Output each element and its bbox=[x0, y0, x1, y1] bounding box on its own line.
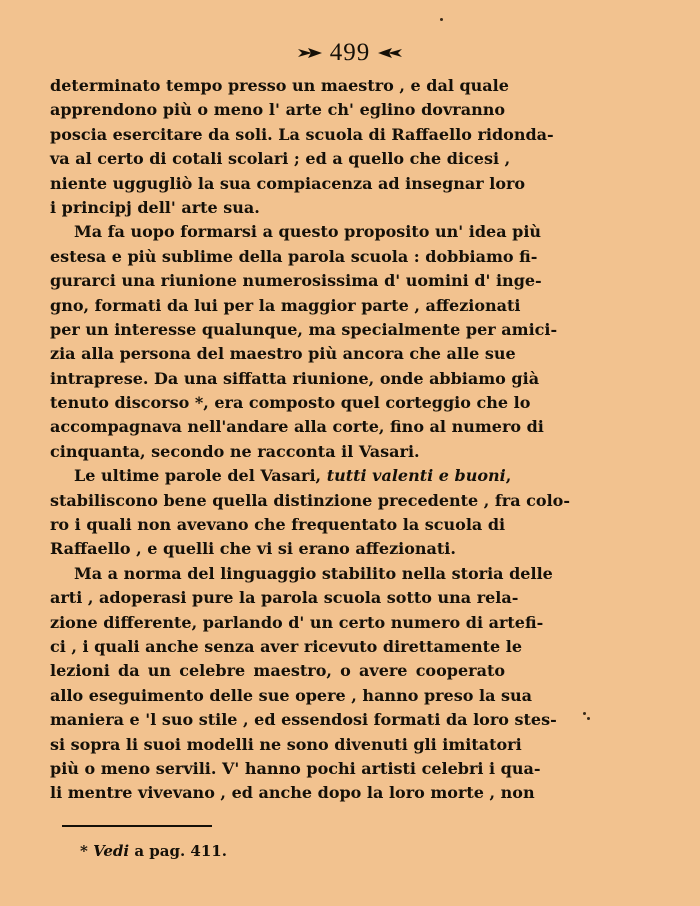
page-header bbox=[0, 38, 700, 67]
quote-punctuation: , bbox=[505, 466, 512, 486]
text-line: gno, formati da lui per la maggior parte , affezionati bbox=[50, 295, 521, 315]
text-line: estesa e più sublime della parola scuola : dobbiamo fi- bbox=[50, 246, 538, 266]
text-line: intraprese. Da una siffatta riunione, onde abbiamo già bbox=[50, 368, 540, 388]
text-line: va al certo di cotali scolari ; ed a quello che dicesi , bbox=[50, 149, 511, 169]
text-line-with-quote bbox=[50, 464, 512, 488]
footnote-italic-text: Vedi bbox=[93, 842, 130, 860]
paper-speck bbox=[587, 717, 590, 720]
text-line: Ma fa uopo formarsi a questo proposito un' idea più bbox=[74, 222, 542, 242]
footnote-text: a pag. 411. bbox=[134, 842, 227, 860]
text-line: per un interesse qualunque, ma specialmente per amici- bbox=[50, 319, 558, 339]
text-line: ci , i quali anche senza aver ricevuto direttamente le bbox=[50, 636, 523, 656]
text-line: lezioni da un celebre maestro, o avere cooperato bbox=[50, 661, 505, 681]
text-line: più o meno servili. V' hanno pochi artisti celebri i qua- bbox=[50, 758, 541, 778]
text-line: si sopra li suoi modelli ne sono divenuti gli imitatori bbox=[50, 734, 522, 754]
text-line: maniera e 'l suo stile , ed essendosi formati da loro stes- bbox=[50, 710, 557, 730]
text-line: li mentre vivevano , ed anche dopo la loro morte , non bbox=[50, 783, 535, 803]
text-line: allo eseguimento delle sue opere , hanno preso la sua bbox=[50, 685, 533, 705]
text-line: ro i quali non avevano che frequentato la scuola di bbox=[50, 515, 506, 535]
page-number: 499 bbox=[329, 39, 371, 67]
paper-speck bbox=[583, 712, 586, 715]
text-line: determinato tempo presso un maestro , e dal quale bbox=[50, 76, 509, 95]
text-line: arti , adoperasi pure la parola scuola sotto una rela- bbox=[50, 588, 519, 608]
text-segment: Le ultime parole del Vasari, bbox=[74, 466, 322, 486]
text-line: gurarci una riunione numerosissima d' uomini d' inge- bbox=[50, 271, 542, 291]
text-line: tenuto discorso *, era composto quel corteggio che lo bbox=[50, 393, 531, 413]
text-line: zia alla persona del maestro più ancora che alle sue bbox=[50, 344, 516, 364]
text-line: Raffaello , e quelli che vi si erano affezionati. bbox=[50, 539, 456, 559]
text-line: stabiliscono bene quella distinzione precedente , fra colo- bbox=[50, 490, 570, 510]
paper-speck bbox=[440, 18, 443, 21]
body-text bbox=[50, 74, 570, 806]
footnote-marker: * bbox=[80, 842, 88, 860]
left-pointer-ornament-icon bbox=[298, 47, 322, 59]
text-line: apprendono più o meno l' arte ch' eglino dovranno bbox=[50, 100, 505, 120]
text-line: zione differente, parlando d' un certo numero di artefi- bbox=[50, 612, 544, 632]
text-line: poscia esercitare da soli. La scuola di Raffaello ridonda- bbox=[50, 124, 554, 144]
text-line: niente uggugliò la sua compiacenza ad insegnar loro bbox=[50, 173, 526, 193]
text-line: cinquanta, secondo ne racconta il Vasari. bbox=[50, 441, 420, 461]
italic-quote: tutti valenti e buoni bbox=[326, 466, 506, 486]
text-line: Ma a norma del linguaggio stabilito nella storia delle bbox=[74, 563, 553, 583]
text-line: i principj dell' arte sua. bbox=[50, 197, 260, 217]
right-pointer-ornament-icon bbox=[378, 47, 402, 59]
footnote bbox=[80, 842, 227, 860]
footnote-divider bbox=[62, 825, 212, 827]
text-line: accompagnava nell'andare alla corte, fino al numero di bbox=[50, 417, 544, 437]
